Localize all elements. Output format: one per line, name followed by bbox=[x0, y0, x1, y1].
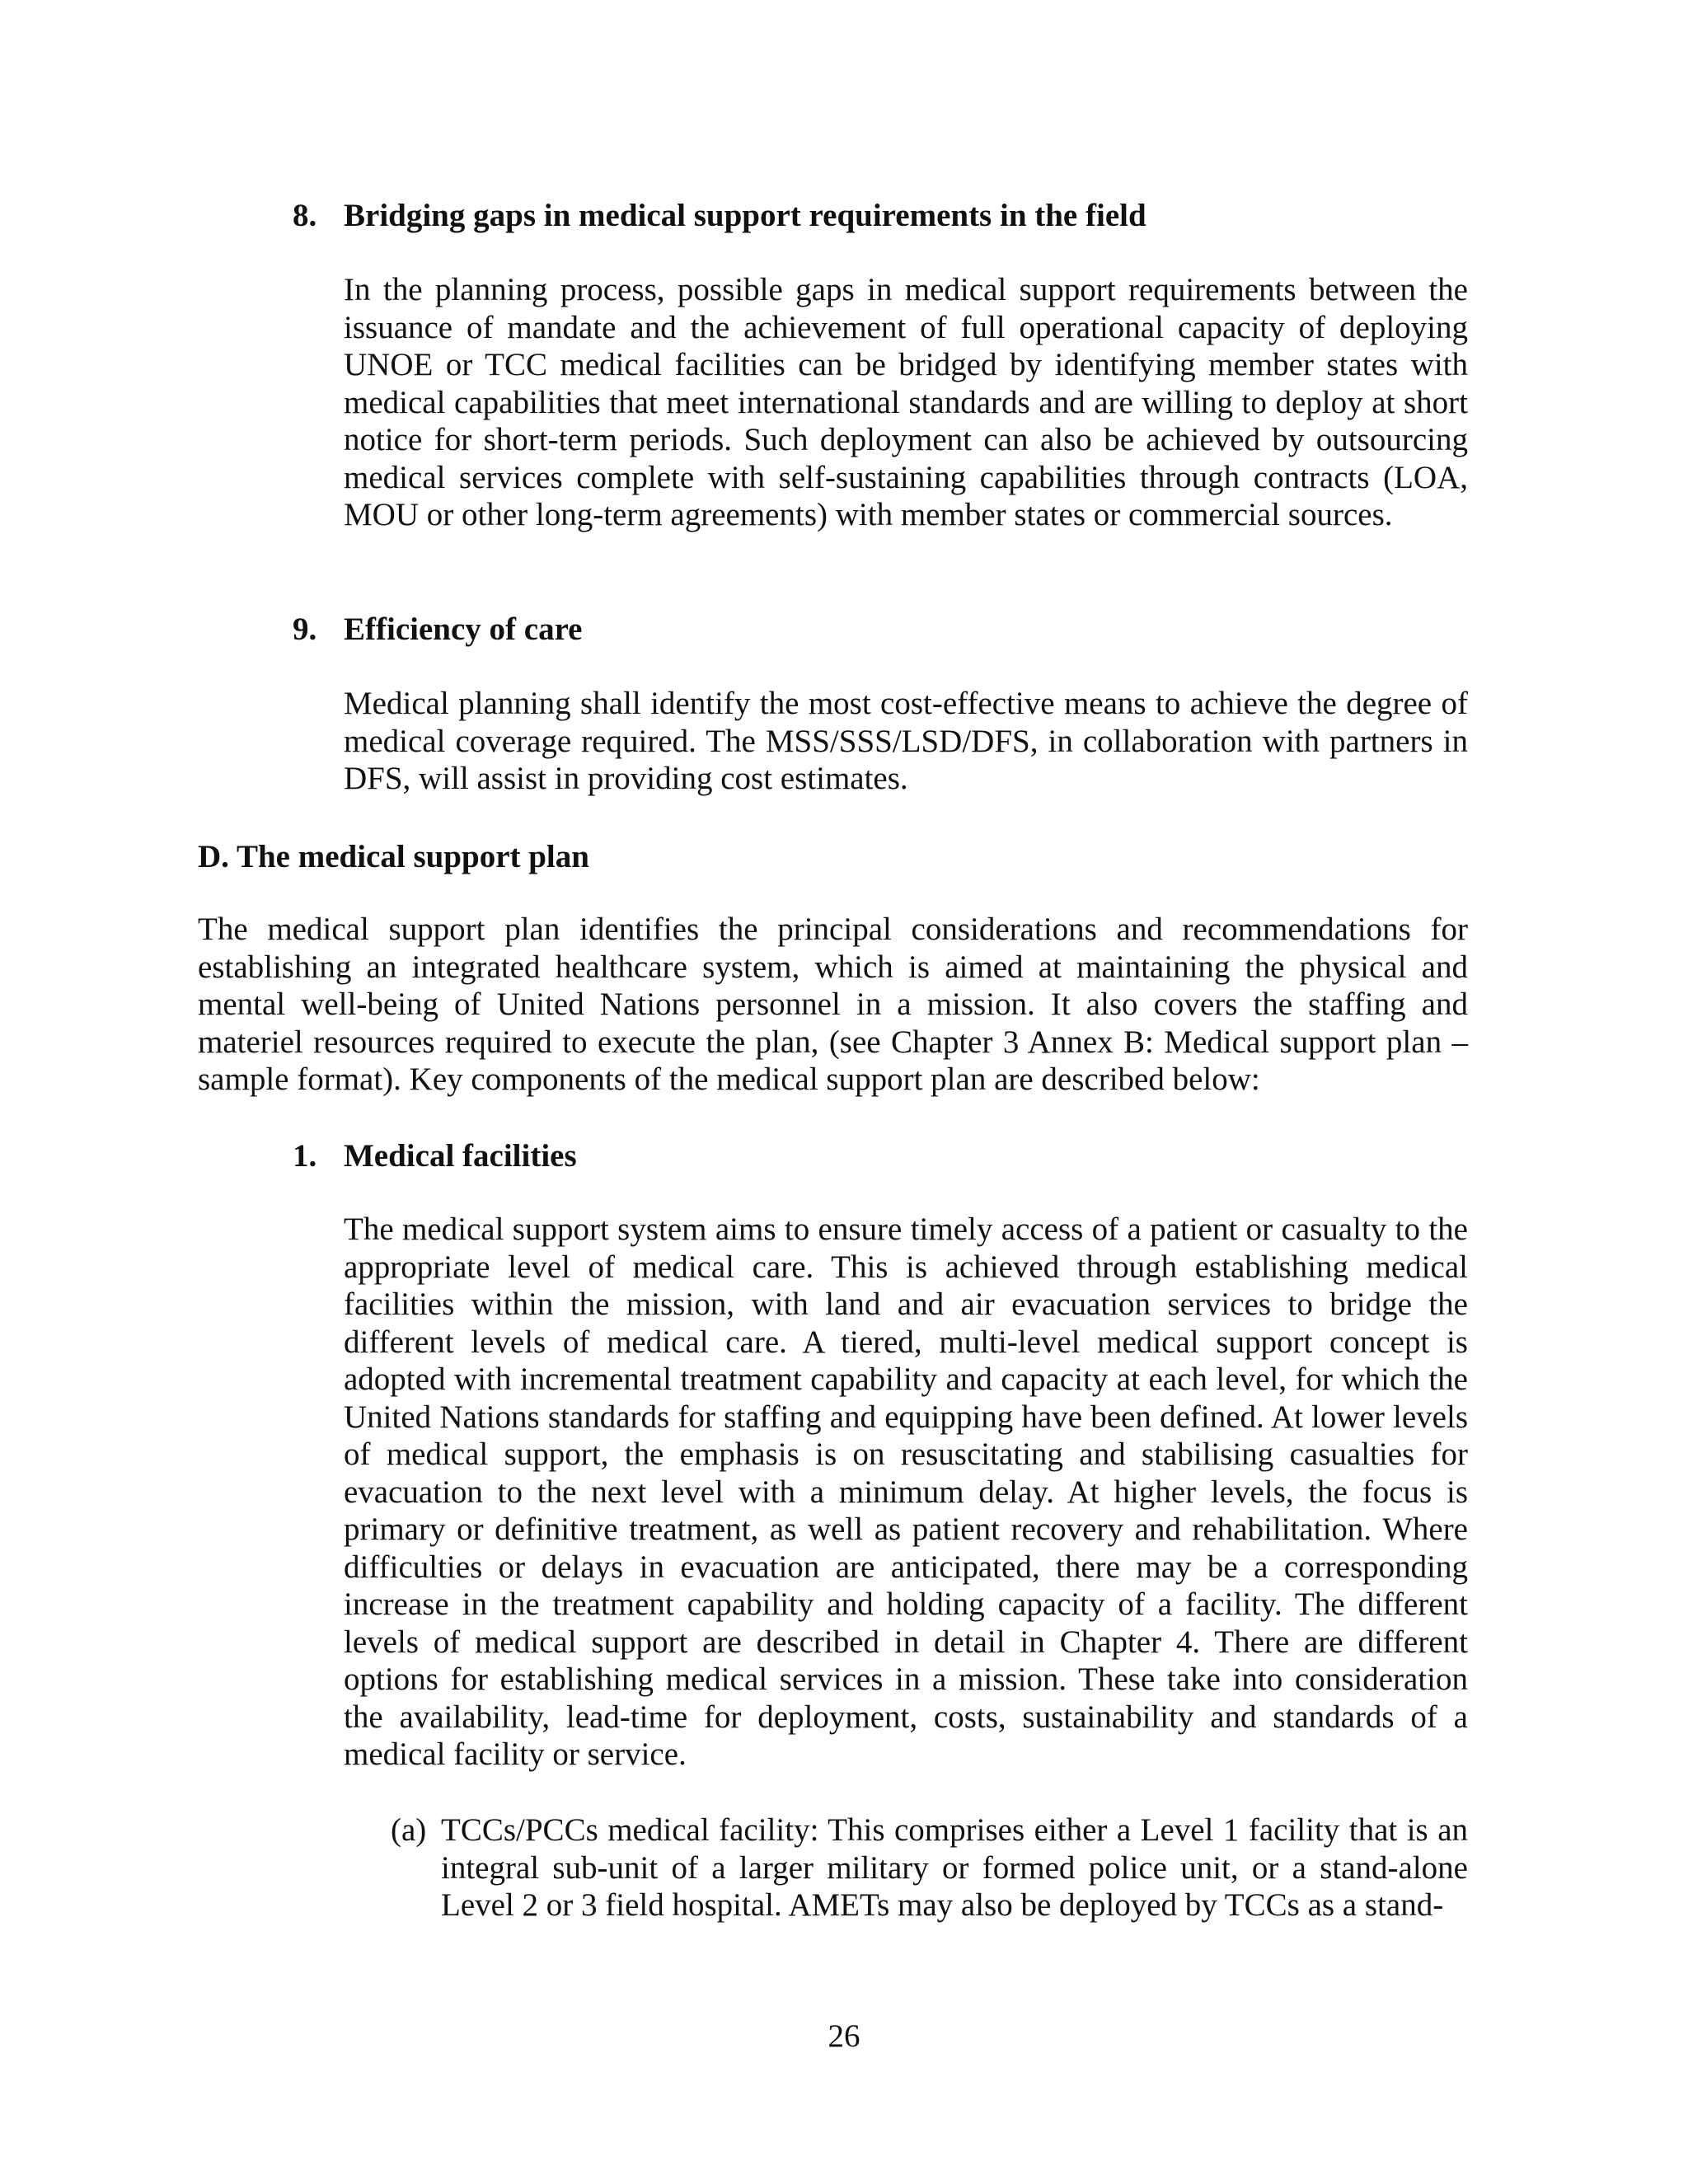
section-8-number: 8. bbox=[293, 198, 317, 233]
section-8-heading: Bridging gaps in medical support requirements in the field bbox=[344, 198, 1146, 233]
section-d-heading: D. The medical support plan bbox=[198, 839, 589, 874]
section-1-heading: Medical facilities bbox=[344, 1138, 577, 1174]
item-a-label: (a) bbox=[391, 1812, 427, 1848]
section-9-heading: Efficiency of care bbox=[344, 612, 583, 647]
section-1-paragraph: The medical support system aims to ensure timely access of a patient or casualty to the appropriate level of medical care. This is achieved through establishing medical facilities within the mission, with land and air evacuation services to bridge the different levels of medical care. A tiered, multi-level medical support concept is adopted with incremental treatment capability and capacity at each level, for which the United Nations standards for staffing and equipping have been defined. At lower levels of medical support, the emphasis is on resuscitating and stabilising casualties for evacuation to the next level with a minimum delay. At higher levels, the focus is primary or definitive treatment, as well as patient recovery and rehabilitation. Where difficulties or delays in evacuation are anticipated, there may be a corresponding increase in the treatment capability and holding capacity of a facility. The different levels of medical support are described in detail in Chapter 4. There are different options for establishing medical services in a mission. These take into consideration the availability, lead-time for deployment, costs, sustainability and standards of a medical facility or service. bbox=[344, 1212, 1468, 1772]
section-9-paragraph: Medical planning shall identify the most cost-effective means to achieve the degree of medical coverage required. The MSS/SSS/LSD/DFS, in collaboration with partners in DFS, will assist in providing cost estimates. bbox=[344, 686, 1468, 796]
section-9-number: 9. bbox=[293, 612, 317, 647]
item-a-paragraph: TCCs/PCCs medical facility: This comprises either a Level 1 facility that is an integral sub-unit of a larger military or formed police unit, or a stand-alone Level 2 or 3 field hospital. AMETs may also be deployed by TCCs as a stand- bbox=[441, 1812, 1468, 1923]
section-8-paragraph: In the planning process, possible gaps in medical support requirements between the issuance of mandate and the achievement of full operational capacity of deploying UNOE or TCC medical facilities can be bridged by identifying member states with medical capabilities that meet international standards and are willing to deploy at short notice for short-term periods. Such deployment can also be achieved by outsourcing medical services complete with self-sustaining capabilities through contracts (LOA, MOU or other long-term agreements) with member states or commercial sources. bbox=[344, 272, 1468, 532]
page-number: 26 bbox=[828, 2018, 860, 2054]
section-1-number: 1. bbox=[293, 1138, 317, 1174]
section-d-paragraph: The medical support plan identifies the principal considerations and recommendations for establishing an integrated healthcare system, which is aimed at maintaining the physical and mental well-being of United Nations personnel in a mission. It also covers the staffing and materiel resources required to execute the plan, (see Chapter 3 Annex B: Medical support plan – sample format). Key components of the medical support plan are described below: bbox=[198, 912, 1468, 1097]
